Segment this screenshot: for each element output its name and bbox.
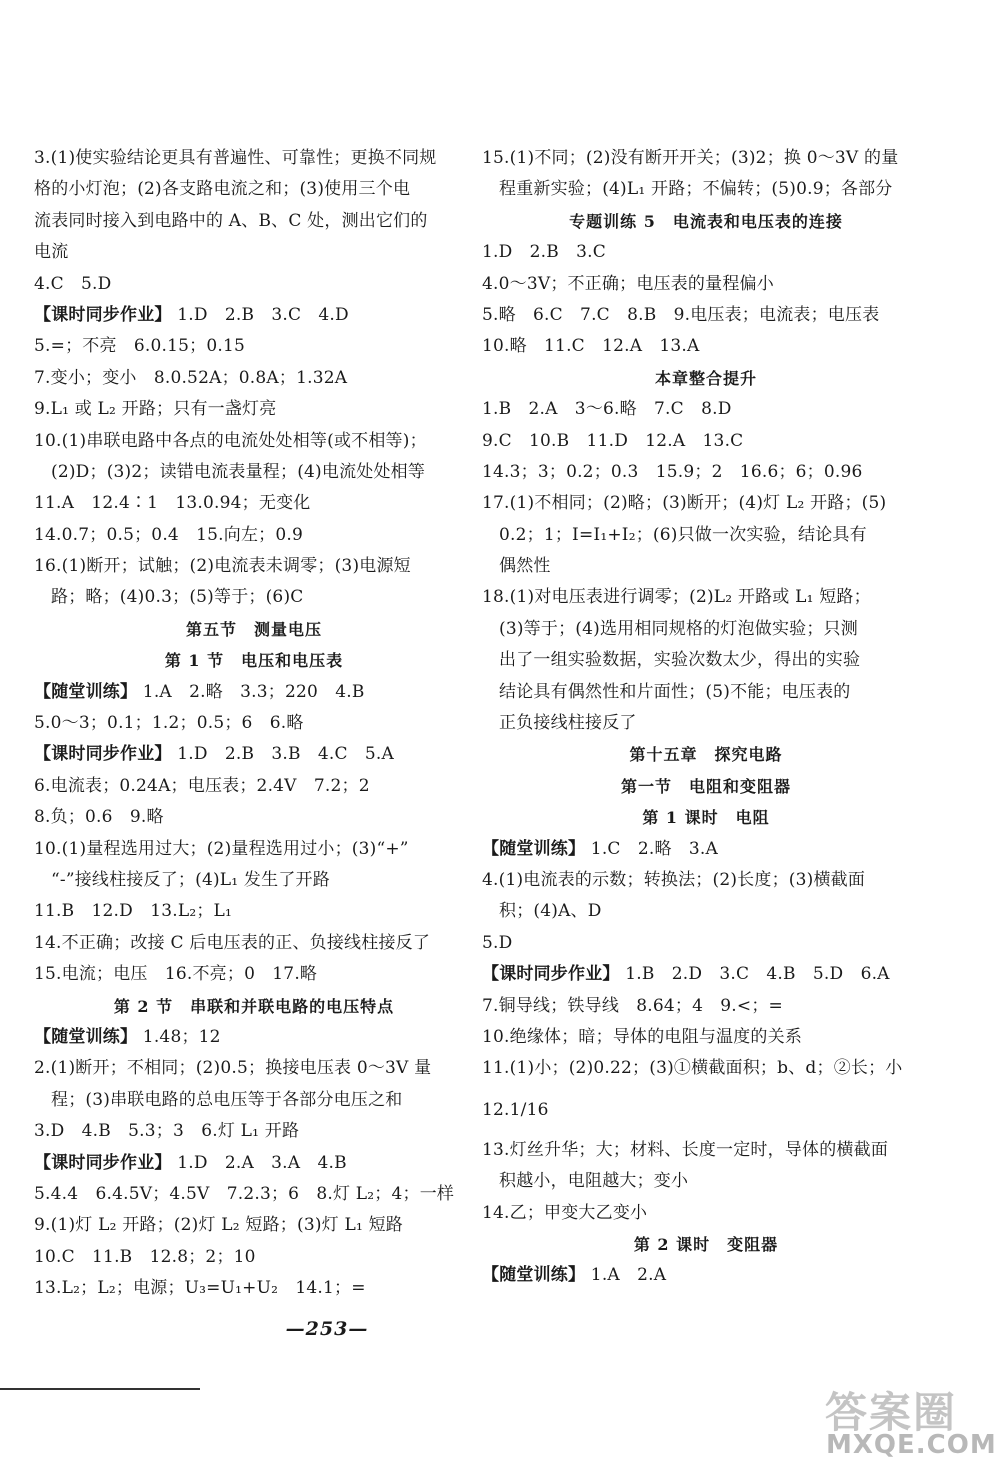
answer-line [34, 928, 474, 959]
exercise-tag: 【课时同步作业】 [482, 964, 620, 985]
answer-text: 8.负；0.6 9.略 [34, 807, 164, 828]
answer-text: 正负接线柱接反了 [499, 713, 637, 734]
answer-line [482, 582, 930, 613]
answer-line [482, 614, 930, 645]
exercise-tag: 【随堂训练】 [482, 1265, 586, 1286]
answer-line [34, 488, 474, 519]
answer-text: 11.(1)小；(2)0.22；(3)①横截面积；b、d；②长；小 [482, 1058, 903, 1079]
answer-text: 偶然性 [499, 556, 551, 577]
answer-line [34, 269, 474, 300]
answer-line [34, 1053, 474, 1084]
answer-text: 10.略 11.C 12.A 13.A [482, 336, 700, 357]
section-heading [482, 771, 930, 802]
answer-line [34, 206, 474, 237]
answer-text: 程；(3)串联电路的总电压等于各部分电压之和 [51, 1089, 403, 1110]
answer-text: 14.不正确；改接 C 后电压表的正、负接线柱接反了 [34, 932, 431, 953]
answer-text: 1.B 2.A 3～6.略 7.C 8.D [482, 399, 732, 420]
answer-line [34, 708, 474, 739]
answer-line [482, 645, 930, 676]
answer-text: 出了一组实验数据，实验次数太少，得出的实验 [499, 650, 861, 671]
answer-text: “-”接线柱接反了；(4)L₁ 发生了开路 [51, 869, 330, 890]
answer-line [34, 1116, 474, 1147]
answer-text: 15.电流；电压 16.不亮；0 17.略 [34, 964, 318, 985]
answer-line [482, 865, 930, 896]
exercise-tag: 【课时同步作业】 [34, 304, 172, 325]
answer-text: 第一节 电阻和变阻器 [620, 776, 791, 796]
answer-text: 1.A 2.略 3.3；220 4.B [137, 681, 365, 702]
answer-line [482, 1022, 930, 1053]
answer-line [34, 865, 474, 896]
answer-line [34, 426, 474, 457]
answer-line [34, 739, 474, 770]
answer-text: 10.(1)串联电路中各点的电流处处相等(或不相等)； [34, 430, 427, 451]
answer-text: 电流 [34, 242, 69, 263]
answer-line [34, 959, 474, 990]
answer-text: 4.C 5.D [34, 273, 112, 294]
section-heading [34, 991, 474, 1022]
answer-text: 0.2；1；I=I₁+I₂；(6)只做一次实验，结论具有 [499, 524, 867, 545]
answer-line [482, 1166, 930, 1197]
exercise-tag: 【随堂训练】 [482, 838, 586, 859]
answer-text: 5.0～3；0.1；1.2；0.5；6 6.略 [34, 713, 304, 734]
page-number: —253— [285, 1318, 369, 1340]
right-column [482, 143, 930, 1292]
answer-line [34, 457, 474, 488]
answer-line [482, 928, 930, 959]
answer-text: 6.电流表；0.24A；电压表；2.4V 7.2；2 [34, 775, 370, 796]
answer-line [482, 991, 930, 1022]
answer-text: 5.4.4 6.4.5V；4.5V 7.2.3；6 8.灯 L₂；4；一样 [34, 1183, 455, 1204]
answer-text: 13.L₂；L₂；电源；U₃=U₁+U₂ 14.1；= [34, 1278, 366, 1299]
answer-line [34, 771, 474, 802]
answer-line [482, 488, 930, 519]
answer-text: 7.变小；变小 8.0.52A；0.8A；1.32A [34, 367, 348, 388]
answer-text: 1.48；12 [137, 1026, 221, 1047]
answer-line [34, 1085, 474, 1116]
answer-text: 10.绝缘体；暗；导体的电阻与温度的关系 [482, 1026, 803, 1047]
answer-line [34, 237, 474, 268]
answer-text: 积；(4)A、D [499, 901, 602, 922]
answer-text: 第十五章 探究电路 [629, 745, 783, 765]
answer-text: 第 2 课时 变阻器 [633, 1234, 779, 1254]
answer-text: 16.(1)断开；试触；(2)电流表未调零；(3)电源短 [34, 556, 411, 577]
answer-text: 第 1 节 电压和电压表 [164, 651, 344, 671]
answer-line [482, 1198, 930, 1229]
answer-text: 17.(1)不相同；(2)略；(3)断开；(4)灯 L₂ 开路；(5) [482, 493, 887, 514]
answer-line [34, 331, 474, 362]
answer-text: 11.A 12.4∶1 13.0.94；无变化 [34, 493, 311, 514]
answer-text: 格的小灯泡；(2)各支路电流之和；(3)使用三个电 [34, 179, 411, 200]
answer-line [482, 237, 930, 268]
answer-text: 1.D 2.B 3.C 4.D [171, 304, 349, 325]
section-heading [34, 645, 474, 676]
answer-line [482, 834, 930, 865]
watermark-logo: 答案圈 [825, 1388, 958, 1437]
answer-line [482, 269, 930, 300]
exercise-tag: 【随堂训练】 [34, 1026, 138, 1047]
answer-text: 积越小，电阻越大；变小 [499, 1171, 689, 1192]
answer-text: 15.(1)不同；(2)没有断开开关；(3)2；换 0～3V 的量 [482, 148, 899, 168]
answer-line [34, 1148, 474, 1179]
answer-line [34, 394, 474, 425]
answer-line [482, 677, 930, 708]
answer-line [34, 896, 474, 927]
answer-line [34, 834, 474, 865]
answer-line [34, 174, 474, 205]
answer-text: 1.D 2.B 3.B 4.C 5.A [171, 744, 395, 765]
section-heading [482, 739, 930, 770]
section-heading [482, 802, 930, 833]
answer-line [482, 1260, 930, 1291]
answer-text: 5.=；不亮 6.0.15；0.15 [34, 336, 245, 357]
answer-text: 5.D [482, 932, 513, 953]
answer-text: (2)D；(3)2；读错电流表量程；(4)电流处处相等 [51, 461, 426, 482]
answer-text: 1.B 2.D 3.C 4.B 5.D 6.A [619, 964, 890, 985]
answer-line [482, 708, 930, 739]
answer-line [34, 1273, 474, 1304]
answer-line [34, 300, 474, 331]
answer-line [34, 802, 474, 833]
answer-text: 2.(1)断开；不相同；(2)0.5；换接电压表 0～3V 量 [34, 1058, 432, 1079]
answer-text: 10.(1)量程选用过大；(2)量程选用过小；(3)“+” [34, 838, 409, 859]
answer-text: 13.灯丝升华；大；材料、长度一定时，导体的横截面 [482, 1139, 889, 1160]
answer-line [34, 520, 474, 551]
answer-text: 18.(1)对电压表进行调零；(2)L₂ 开路或 L₁ 短路； [482, 587, 871, 608]
watermark-site: MXQE.COM [826, 1430, 997, 1460]
answer-text: 第 2 节 串联和并联电路的电压特点 [113, 996, 395, 1016]
answer-text: 第五节 测量电压 [185, 619, 322, 639]
answer-text: 9.L₁ 或 L₂ 开路；只有一盏灯亮 [34, 399, 277, 420]
answer-line [482, 1053, 930, 1084]
answer-text: 14.0.7；0.5；0.4 15.向左；0.9 [34, 524, 304, 545]
answer-text: 结论具有偶然性和片面性；(5)不能；电压表的 [499, 681, 851, 702]
section-heading [482, 206, 930, 237]
answer-line [34, 677, 474, 708]
answer-text: 1.A 2.A [585, 1265, 667, 1286]
answer-line [482, 520, 930, 551]
answer-line [482, 896, 930, 927]
section-heading [482, 1229, 930, 1260]
answer-line [34, 143, 474, 174]
answer-text: (3)等于；(4)选用相同规格的灯泡做实验；只测 [499, 618, 858, 639]
answer-line [482, 551, 930, 582]
exercise-tag: 【课时同步作业】 [34, 1152, 172, 1173]
answer-text: 3.D 4.B 5.3；3 6.灯 L₁ 开路 [34, 1121, 300, 1142]
left-column [34, 143, 474, 1304]
answer-line [482, 394, 930, 425]
answer-text: 程重新实验；(4)L₁ 开路；不偏转；(5)0.9；各部分 [499, 179, 893, 200]
answer-line [482, 300, 930, 331]
bottom-rule [0, 1388, 200, 1390]
answer-line [482, 143, 930, 174]
answer-line [482, 457, 930, 488]
answer-line [482, 959, 930, 990]
answer-text: 14.乙；甲变大乙变小 [482, 1202, 648, 1223]
answer-line [482, 426, 930, 457]
answer-line [482, 331, 930, 362]
answer-line [482, 1135, 930, 1166]
answer-line [482, 1085, 930, 1135]
section-heading [34, 614, 474, 645]
answer-text: 1.C 2.略 3.A [585, 838, 718, 859]
exercise-tag: 【课时同步作业】 [34, 744, 172, 765]
answer-text: 1.D 2.A 3.A 4.B [171, 1152, 347, 1173]
answer-line [34, 1242, 474, 1273]
answer-text: 10.C 11.B 12.8；2；10 [34, 1246, 256, 1267]
answer-text: 9.(1)灯 L₂ 开路；(2)灯 L₂ 短路；(3)灯 L₁ 短路 [34, 1215, 403, 1236]
answer-line [34, 582, 474, 613]
answer-text: 5.略 6.C 7.C 8.B 9.电压表；电流表；电压表 [482, 304, 880, 325]
answer-text: 4.0～3V；不正确；电压表的量程偏小 [482, 273, 774, 294]
answer-line [34, 551, 474, 582]
answer-text: 第 1 课时 电阻 [642, 808, 770, 828]
section-heading [482, 363, 930, 394]
answer-text: 14.3；3；0.2；0.3 15.9；2 16.6；6；0.96 [482, 461, 863, 482]
answer-text: 3.(1)使实验结论更具有普遍性、可靠性；更换不同规 [34, 148, 437, 168]
answer-text: 流表同时接入到电路中的 A、B、C 处，测出它们的 [34, 210, 428, 231]
answer-text: 专题训练 5 电流表和电压表的连接 [569, 211, 843, 231]
answer-line [34, 1210, 474, 1241]
answer-text: 11.B 12.D 13.L₂；L₁ [34, 901, 233, 922]
answer-line [34, 1179, 474, 1210]
answer-text: 4.(1)电流表的示数；转换法；(2)长度；(3)横截面 [482, 869, 866, 890]
answer-line [34, 1022, 474, 1053]
answer-text: 路；略；(4)0.3；(5)等于；(6)C [51, 587, 304, 608]
answer-text: 1.D 2.B 3.C [482, 242, 606, 263]
answer-text: 12.1/16 [482, 1099, 549, 1120]
answer-text: 9.C 10.B 11.D 12.A 13.C [482, 430, 744, 451]
answer-line [34, 363, 474, 394]
answer-text: 7.铜导线；铁导线 8.64；4 9.<；= [482, 995, 783, 1016]
answer-line [482, 174, 930, 205]
answer-text: 本章整合提升 [654, 368, 757, 388]
exercise-tag: 【随堂训练】 [34, 681, 138, 702]
